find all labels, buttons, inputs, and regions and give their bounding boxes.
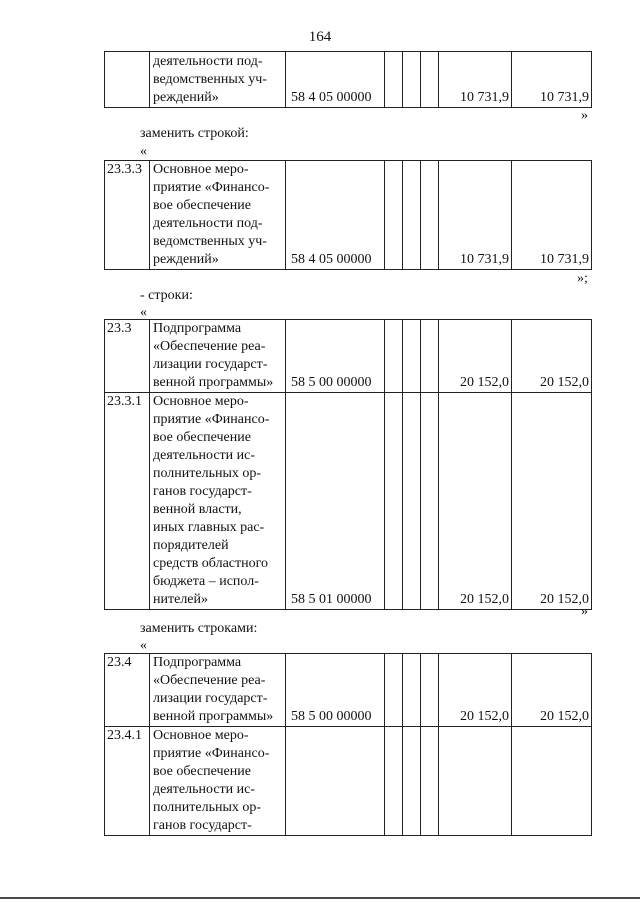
row-number: 23.4 xyxy=(105,654,150,727)
empty-cell xyxy=(385,161,403,270)
name-line: бюджета – испол- xyxy=(153,574,259,589)
row-amount-2: 20 152,0 xyxy=(512,393,592,610)
table-row xyxy=(105,320,592,393)
name-line: деятельности ис- xyxy=(153,782,256,797)
row-code: 58 5 00 00000 xyxy=(286,654,385,727)
name-line: венной власти, xyxy=(153,502,242,517)
name-line: порядителей xyxy=(153,538,229,553)
name-line: деятельности под- xyxy=(153,54,263,69)
name-line: вое обеспечение xyxy=(153,764,251,779)
instruction-text: заменить строкой: xyxy=(140,126,249,141)
name-line: венной программы» xyxy=(153,709,274,724)
row-number xyxy=(105,52,150,108)
empty-cell xyxy=(403,320,421,393)
row-name xyxy=(150,320,286,393)
open-quote: « xyxy=(140,638,147,653)
row-code: 58 4 05 00000 xyxy=(286,52,385,108)
close-quote: » xyxy=(581,604,588,619)
close-quote: »; xyxy=(577,271,588,286)
name-line: Основное меро- xyxy=(153,728,249,743)
name-line: приятие «Финансо- xyxy=(153,746,270,761)
name-line: реждений» xyxy=(153,90,219,105)
name-line: ганов государст- xyxy=(153,484,252,499)
empty-cell xyxy=(421,393,439,610)
close-quote: » xyxy=(581,108,588,123)
row-amount-1: 10 731,9 xyxy=(439,161,512,270)
scan-noise xyxy=(0,868,640,888)
name-line: полнительных ор- xyxy=(153,466,262,481)
row-amount-2: 20 152,0 xyxy=(512,654,592,727)
table-new-rows xyxy=(104,653,592,836)
name-line: Подпрограмма xyxy=(153,321,242,336)
name-line: деятельности ис- xyxy=(153,448,256,463)
row-amount-1: 20 152,0 xyxy=(439,320,512,393)
open-quote: « xyxy=(140,144,147,159)
name-line: Основное меро- xyxy=(153,394,249,409)
open-quote: « xyxy=(140,305,147,320)
name-line: венной программы» xyxy=(153,375,274,390)
name-line: нителей» xyxy=(153,592,209,607)
table-continuation xyxy=(104,51,592,108)
empty-cell xyxy=(403,52,421,108)
table-row xyxy=(105,654,592,727)
name-line: приятие «Финансо- xyxy=(153,180,270,195)
row-name xyxy=(150,393,286,610)
empty-cell xyxy=(385,393,403,610)
name-line: ганов государст- xyxy=(153,818,252,833)
row-amount-2: 10 731,9 xyxy=(512,161,592,270)
row-name xyxy=(150,161,286,270)
name-line: «Обеспечение реа- xyxy=(153,339,266,354)
name-line: лизации государст- xyxy=(153,691,268,706)
row-amount-2 xyxy=(512,727,592,836)
row-amount-1: 20 152,0 xyxy=(439,393,512,610)
row-number: 23.3.1 xyxy=(105,393,150,610)
empty-cell xyxy=(385,654,403,727)
empty-cell xyxy=(403,727,421,836)
row-code: 58 4 05 00000 xyxy=(286,161,385,270)
name-line: иных главных рас- xyxy=(153,520,265,535)
row-code: 58 5 01 00000 xyxy=(286,393,385,610)
table-row xyxy=(105,393,592,610)
page-number: 164 xyxy=(308,29,332,45)
row-amount-1 xyxy=(439,727,512,836)
name-line: Основное меро- xyxy=(153,162,249,177)
empty-cell xyxy=(421,161,439,270)
table-row xyxy=(105,52,592,108)
empty-cell xyxy=(403,654,421,727)
name-line: реждений» xyxy=(153,252,219,267)
name-line: приятие «Финансо- xyxy=(153,412,270,427)
row-amount-2: 10 731,9 xyxy=(512,52,592,108)
row-amount-1: 20 152,0 xyxy=(439,654,512,727)
row-code xyxy=(286,727,385,836)
row-name xyxy=(150,52,286,108)
table-replacement-row xyxy=(104,160,592,270)
row-number: 23.4.1 xyxy=(105,727,150,836)
name-line: вое обеспечение xyxy=(153,430,251,445)
scan-edge-line xyxy=(0,897,640,899)
empty-cell xyxy=(421,52,439,108)
empty-cell xyxy=(421,654,439,727)
name-line: ведомственных уч- xyxy=(153,72,267,87)
row-number: 23.3.3 xyxy=(105,161,150,270)
empty-cell xyxy=(385,320,403,393)
name-line: Подпрограмма xyxy=(153,655,242,670)
empty-cell xyxy=(403,393,421,610)
name-line: ведомственных уч- xyxy=(153,234,267,249)
name-line: «Обеспечение реа- xyxy=(153,673,266,688)
table-row xyxy=(105,727,592,836)
row-name xyxy=(150,727,286,836)
row-amount-1: 10 731,9 xyxy=(439,52,512,108)
empty-cell xyxy=(385,727,403,836)
row-name xyxy=(150,654,286,727)
empty-cell xyxy=(385,52,403,108)
empty-cell xyxy=(421,320,439,393)
name-line: вое обеспечение xyxy=(153,198,251,213)
table-original-rows xyxy=(104,319,592,610)
name-line: полнительных ор- xyxy=(153,800,262,815)
empty-cell xyxy=(403,161,421,270)
name-line: деятельности под- xyxy=(153,216,263,231)
empty-cell xyxy=(421,727,439,836)
row-code: 58 5 00 00000 xyxy=(286,320,385,393)
row-number: 23.3 xyxy=(105,320,150,393)
row-amount-2: 20 152,0 xyxy=(512,320,592,393)
name-line: лизации государст- xyxy=(153,357,268,372)
instruction-text: - строки: xyxy=(140,288,193,303)
table-row xyxy=(105,161,592,270)
name-line: средств областного xyxy=(153,556,269,571)
instruction-text: заменить строками: xyxy=(140,621,258,636)
